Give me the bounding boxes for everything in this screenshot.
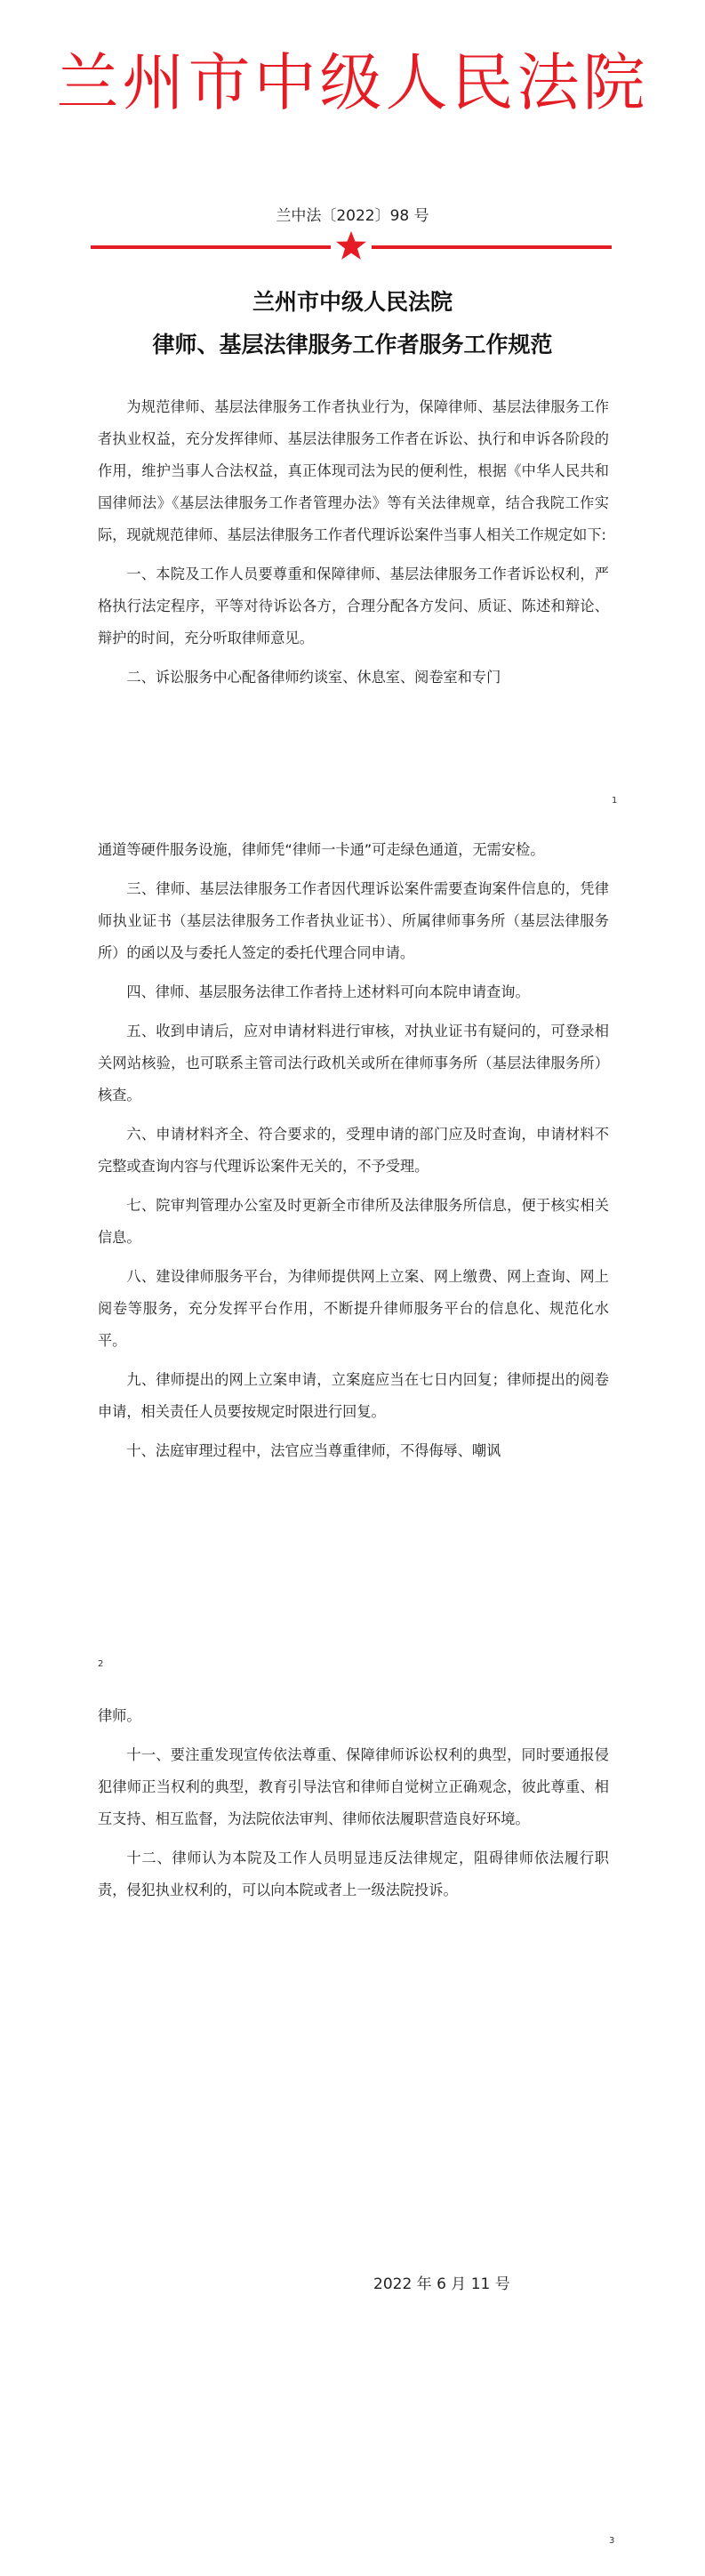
paragraph: 律师。 — [98, 1707, 141, 1724]
page-number-3: 3 — [609, 2536, 615, 2546]
paragraph: 四、律师、基层服务法律工作者持上述材料可向本院申请查询。 — [126, 983, 530, 1000]
page2-body — [98, 834, 609, 1474]
paragraph: 为规范律师、基层法律服务工作者执业行为，保障律师、基层法律服务工作者执业权益，充分发挥律师、基层法律服务工作者在诉讼、执行和申诉各阶段的作用，维护当事人合法权益，真正体现司法为民的便利性，根据《中华人民共和国律师法》《基层法律服务工作者管理办法》等有关法律规章，结合我院工作实际，现就规范律师、基层法律服务工作者代理诉讼案件当事人相关工作规定如下: — [98, 398, 609, 543]
page-number-1: 1 — [612, 796, 618, 806]
paragraph: 三、律师、基层法律服务工作者因代理诉讼案件需要查询案件信息的，凭律师执业证书（基层法律服务工作者执业证书）、所属律师事务所（基层法律服务所）的函以及与委托人签定的委托代理合同申请。 — [98, 880, 609, 961]
paragraph: 二、诉讼服务中心配备律师约谈室、休息室、阅卷室和专门 — [126, 669, 501, 686]
paragraph: 一、本院及工作人员要尊重和保障律师、基层法律服务工作者诉讼权利，严格执行法定程序，平等对待诉讼各方，合理分配各方发问、质证、陈述和辩论、辩护的时间，充分听取律师意见。 — [98, 566, 609, 646]
paragraph: 六、申请材料齐全、符合要求的，受理申请的部门应及时查询，申请材料不完整或查询内容与代理诉讼案件无关的，不予受理。 — [98, 1126, 609, 1175]
paragraph: 五、收到申请后，应对申请材料进行审核，对执业证书有疑问的，可登录相关网站核验，也可联系主管司法行政机关或所在律师事务所（基层法律服务所）核查。 — [98, 1023, 609, 1103]
paragraph: 十、法庭审理过程中，法官应当尊重律师，不得侮辱、嘲讽 — [126, 1442, 501, 1459]
document-title-court: 兰州市中级人民法院 — [252, 289, 453, 315]
paragraph: 十一、要注重发现宣传依法尊重、保障律师诉讼权利的典型，同时要通报侵犯律师正当权利的典型，教育引导法官和律师自觉树立正确观念，彼此尊重、相互支持、相互监督，为法院依法审判、律师依法履职营造良好环境。 — [98, 1746, 609, 1827]
document-date: 2022 年 6 月 11 号 — [373, 2275, 510, 2293]
red-star-icon — [329, 228, 373, 263]
red-divider-right — [372, 245, 612, 249]
paragraph: 七、院审判管理办公室及时更新全市律所及法律服务所信息，便于核实相关信息。 — [98, 1197, 609, 1246]
page3-body — [98, 1700, 609, 1914]
court-name-header: 兰州市中级人民法院 — [56, 46, 649, 119]
paragraph: 八、建设律师服务平台，为律师提供网上立案、网上缴费、网上查询、网上阅卷等服务，充分发挥平台作用，不断提升律师服务平台的信息化、规范化水平。 — [98, 1268, 609, 1349]
paragraph: 九、律师提出的网上立案申请，立案庭应当在七日内回复；律师提出的阅卷申请，相关责任人员要按规定时限进行回复。 — [98, 1371, 609, 1420]
red-divider-left — [91, 245, 331, 249]
document-title-main: 律师、基层法律服务工作者服务工作规范 — [152, 332, 553, 357]
document-number: 兰中法〔2022〕98 号 — [276, 207, 429, 225]
paragraph: 通道等硬件服务设施，律师凭“律师一卡通”可走绿色通道，无需安检。 — [98, 841, 545, 858]
paragraph: 十二、律师认为本院及工作人员明显违反法律规定，阻碍律师依法履行职责，侵犯执业权利的，可以向本院或者上一级法院投诉。 — [98, 1850, 609, 1898]
page1-body — [98, 391, 609, 701]
page-number-2: 2 — [98, 1659, 104, 1669]
